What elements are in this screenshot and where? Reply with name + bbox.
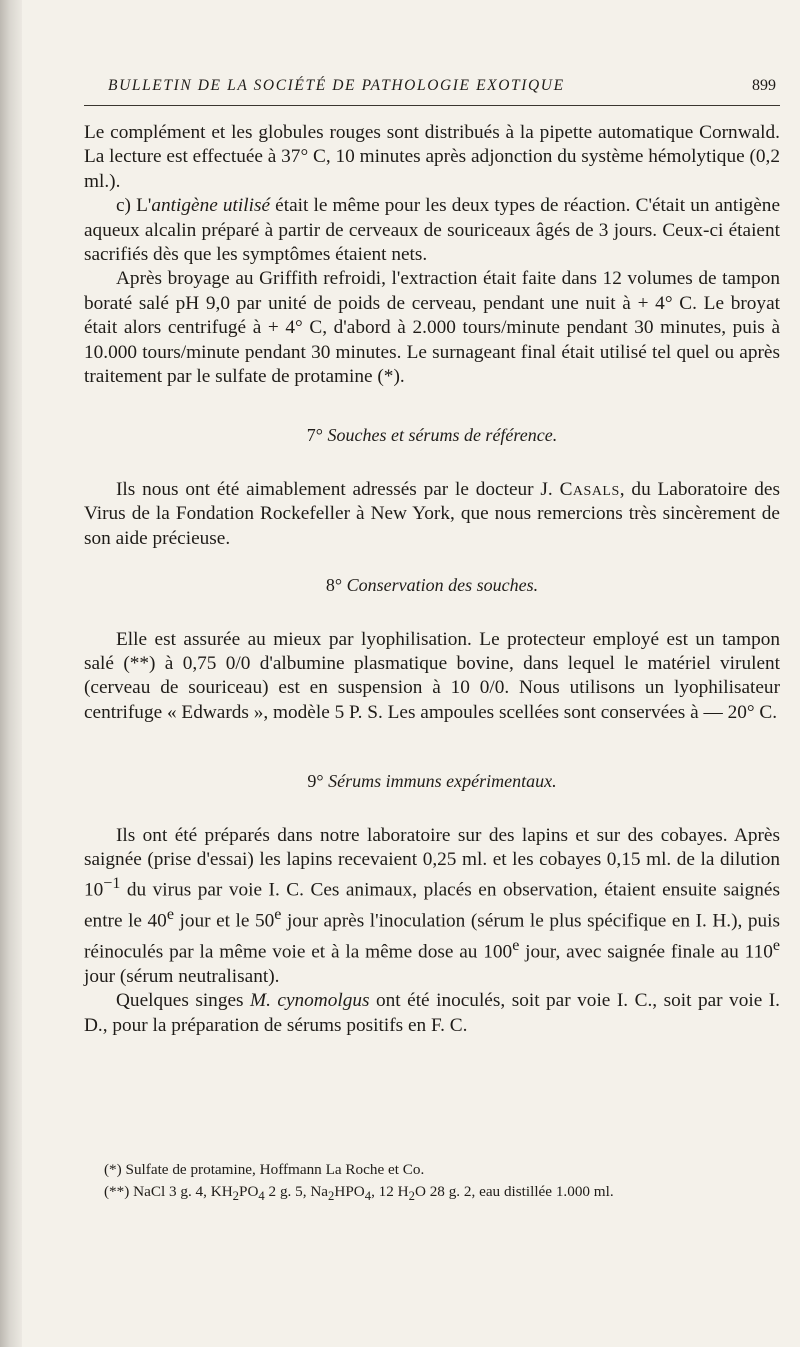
section-title-9: Sérums immuns expérimentaux. [328,771,557,792]
author-name-casals: Casals [559,478,620,500]
fn2-sub-3: 2 [328,1189,335,1204]
paragraph-antigene-prefix: c) L' [116,195,152,217]
fn2-e: , 12 H [371,1183,409,1200]
fn2-sub-1: 2 [232,1189,239,1204]
fn2-b: PO [239,1183,259,1200]
section-heading-9 [84,769,780,793]
footnote-2-mark: (**) [104,1183,130,1200]
footnotes [84,1159,780,1207]
ordinal-sup-3: e [512,937,520,954]
ordinal-sup-1: e [166,906,174,924]
section-title-7: Souches et sérums de référence. [327,425,558,446]
serums-text-d: jour après l'inoculation (sérum le plus spécifique en I. H.), puis réinoculés par la même voie et à la même dose au 100 [84,910,781,963]
serums-text-e: jour, avec saignée finale au 110 [519,941,773,963]
fn2-sub-2: 4 [258,1189,265,1204]
serums-text-f: jour (sérum neutralisant). [84,965,280,987]
fn2-f: O 28 g. 2, eau distillée 1.000 ml. [414,1183,614,1200]
scan-gutter-shadow [0,0,22,1347]
section-number-8: 8° [325,575,343,596]
paragraph-complement: Le complément et les globules rouges sont distribués à la pipette automatique Cornwald. La lecture est effectuée à 37° C, 10 minutes après adjonction du système hémolytique (0,2 ml.). [84,122,780,192]
body-text [84,121,780,1038]
section-heading-7 [84,423,780,447]
serums-text-a: Ils ont été préparés dans notre laboratoire sur des lapins et sur des cobayes. Après saignée (prise d'essai) les lapins recevaient 0,25 ml. et les cobayes 0,15 ml. de la dilution 10 [84,824,780,901]
paragraph-souches-a: Ils nous ont été aimablement adressés par le docteur J. [116,478,560,500]
serums-text-c: jour et le 50 [173,910,275,932]
paragraph-antigene [84,194,780,267]
paragraph-serums [84,824,780,990]
footnote-1-text: Sulfate de protamine, Hoffmann La Roche et Co. [121,1161,425,1178]
paragraph-souches-b: , du Laboratoire des Virus de la Fondation Rockefeller à New York, que nous remercions très sincèrement de son aide précieuse. [84,478,780,549]
ordinal-sup-2: e [274,906,282,924]
paragraph-broyage: Après broyage au Griffith refroidi, l'extraction était faite dans 12 volumes de tampon boraté salé pH 9,0 par unité de poids de cerveau, pendant une nuit à + 4° C. Le broyat était alors centrifugé à + 4° C, d'abord à 2.000 tours/minute pendant 30 minutes, puis à 10.000 tours/minute pendant 30 minutes. Le surnageant final était utilisé tel quel ou après traitement par le sulfate de protamine (*). [84,268,780,388]
singes-text-a: Quelques singes [116,990,251,1012]
paragraph-antigene-rest: était le même pour les deux types de réaction. C'était un antigène aqueux alcalin préparé à partir de cerveaux de souriceaux âgés de 3 jours. Ceux-ci étaient sacrifiés dès que les symptômes étaient nets. [84,195,780,266]
fn2-sub-5: 2 [408,1189,415,1204]
paragraph-lyophilisation: Elle est assurée au mieux par lyophilisation. Le protecteur employé est un tampon salé (**) à 0,75 0/0 d'albumine plasmatique bovine, dans lequel le matériel virulent (cerveau de souriceau) est en suspension à 10 0/0. Nous utilisons un lyophilisateur centrifuge « Edwards », modèle 5 P. S. Les ampoules scellées sont conservées à — 20° C. [84,628,780,723]
section-number-7: 7° [306,425,323,446]
species-name: M. cynomolgus [250,990,370,1012]
dilution-exponent: −1 [103,875,121,893]
paragraph-souches [84,478,780,551]
running-head [84,77,780,101]
ordinal-sup-4: e [772,937,780,954]
serums-text-b: du virus par voie I. C. Ces animaux, placés en observation, étaient ensuite saignés entre le 40 [84,879,780,932]
singes-text-b: ont été inoculés, soit par voie I. C., soit par voie I. D., pour la préparation de sérums positifs en F. C. [84,990,780,1036]
fn2-sub-4: 4 [364,1189,372,1204]
footnote-1 [84,1159,780,1181]
fn2-a: NaCl 3 g. 4, KH [129,1183,233,1200]
page-number: 899 [752,77,776,94]
fn2-c: 2 g. 5, Na [264,1183,329,1200]
fn2-d: HPO [334,1183,365,1200]
antigene-term: antigène utilisé [151,195,271,217]
section-title-8: Conservation des souches. [346,575,539,596]
paragraph-singes [84,989,780,1038]
footnote-1-mark: (*) [104,1161,122,1178]
section-heading-8 [84,573,780,597]
section-number-9: 9° [307,771,324,792]
footnote-2 [84,1181,780,1207]
running-title: BULLETIN DE LA SOCIÉTÉ DE PATHOLOGIE EXOTIQUE [108,77,565,94]
header-rule [84,105,780,106]
